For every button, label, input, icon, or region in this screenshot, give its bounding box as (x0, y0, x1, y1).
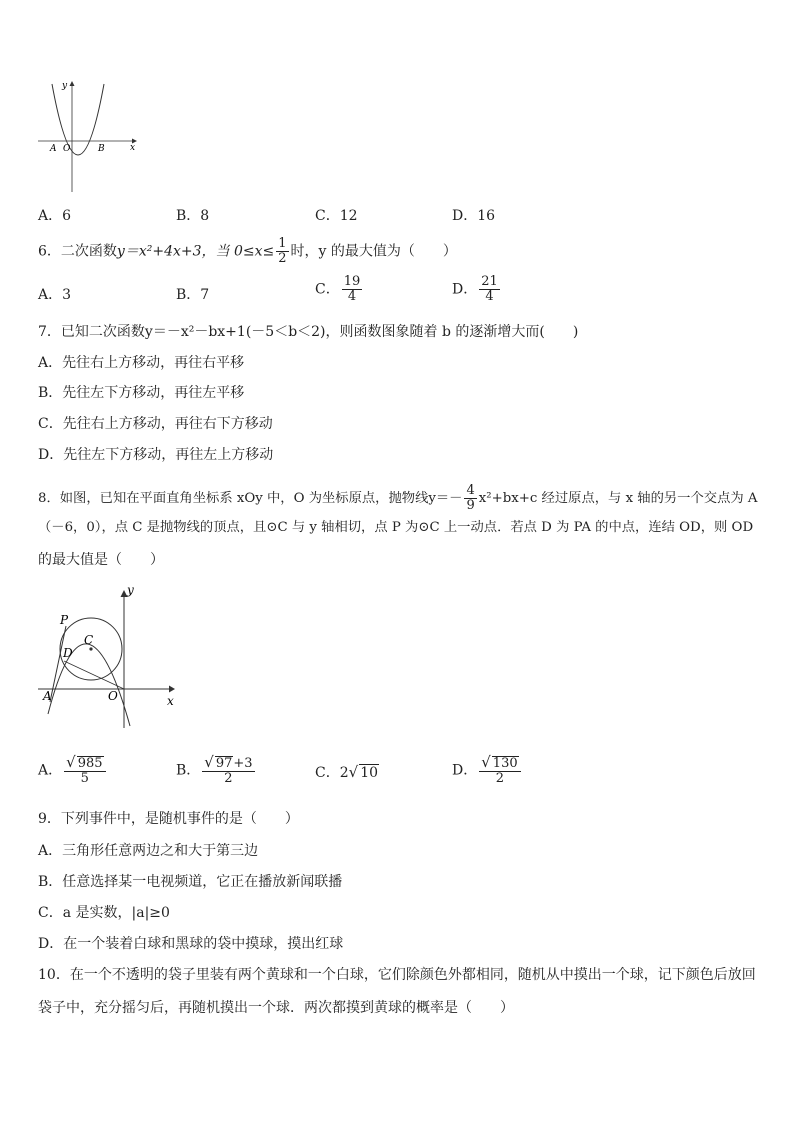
q5-option-b: B．8 (176, 208, 210, 224)
segment-od (64, 661, 124, 689)
q6-option-b: B．7 (176, 287, 210, 303)
q5-option-d: D．16 (452, 208, 496, 224)
q6-d-den: 4 (485, 289, 494, 304)
q8-frac-den: 9 (466, 498, 475, 513)
q8-b-radicand: 97 (215, 756, 233, 771)
q6-c-num: 19 (343, 274, 361, 289)
q8-option-d-label: D． (452, 762, 478, 779)
fig2-x-label: x (167, 694, 174, 708)
q6-stem (38, 237, 457, 266)
q6-frac-num: 1 (278, 236, 287, 251)
q8-c-radicand: 10 (360, 765, 379, 781)
q9-stem: 9．下列事件中，是随机事件的是（ ） (38, 811, 299, 827)
q8-option-c (315, 764, 379, 781)
q8-option-b (176, 755, 257, 786)
q6-stem-c: 时，y 的最大值为（ ） (290, 243, 457, 260)
q5-option-c: C．12 (315, 208, 358, 224)
q6-stem-fraction (276, 237, 288, 266)
q8-line1-a: 8．如图，已知在平面直角坐标系 xOy 中，O 为坐标原点，抛物线y＝－ (38, 491, 463, 506)
q8-stem-line1 (38, 484, 758, 513)
circle-parabola-figure (36, 578, 180, 730)
q8-d-num: √ 130 (479, 755, 520, 772)
q8-frac-num: 4 (466, 483, 475, 498)
y-axis-arrow (70, 81, 75, 86)
q7-option-b: B．先往左下方移动，再往左平移 (38, 385, 245, 401)
q6-stem-a: 6．二次函数 (38, 243, 117, 260)
point-a-label: A (50, 144, 57, 154)
q8-b-den: 2 (224, 771, 233, 786)
q8-option-a-label: A． (38, 762, 63, 779)
q6-frac-den: 2 (278, 251, 287, 266)
parabola-figure-1 (34, 78, 138, 196)
q8-option-b-label: B． (176, 762, 201, 779)
point-a-label-2: A (43, 689, 52, 703)
q8-option-d (452, 755, 523, 786)
q5-option-a: A．6 (38, 208, 72, 224)
q8-a-radicand: 985 (77, 756, 103, 771)
q6-c-den: 4 (347, 289, 357, 304)
q8-d-den: 2 (495, 771, 505, 786)
q6-option-a: A．3 (38, 287, 72, 303)
point-c-label: C (84, 633, 94, 647)
y-label: y (62, 81, 68, 91)
origin-label-2: O (108, 689, 118, 703)
q8-option-b-fraction (202, 755, 254, 786)
point-b-label: B (98, 144, 105, 154)
x-label: x (130, 143, 136, 153)
q8-a-den: 5 (80, 771, 89, 786)
vertex-point (89, 647, 92, 650)
q6-option-c-fraction (342, 275, 363, 304)
q8-line1-b: x²+bx+c 经过原点，与 x 轴的另一个交点为 A (478, 491, 758, 506)
point-d-label: D (63, 646, 73, 660)
q8-d-radicand: 130 (492, 756, 518, 771)
fig2-x-axis-arrow (169, 686, 175, 693)
q8-option-d-fraction (479, 755, 520, 786)
q8-stem-line2: （－6，0），点 C 是抛物线的顶点，且⊙C 与 y 轴相切，点 P 为⊙C 上一动点．若点 D 为 PA 的中点，连结 OD，则 OD (38, 520, 754, 535)
q8-option-a (38, 755, 108, 786)
q8-b-num: √ 97+3 (204, 753, 253, 771)
q9-option-a: A．三角形任意两边之和大于第三边 (38, 843, 259, 859)
q7-option-c: C．先往右上方移动，再往右下方移动 (38, 416, 273, 432)
q10-stem-line1: 10．在一个不透明的袋子里装有两个黄球和一个白球，它们除颜色外都相同，随机从中摸出一个球，记下颜色后放回 (38, 967, 756, 983)
parabola-curve-2 (48, 644, 130, 726)
q8-stem-fraction (464, 484, 476, 513)
q8-a-num: √ 985 (64, 755, 105, 772)
q8-c-radical: √ (348, 763, 359, 781)
q9-option-b: B．任意选择某一电视频道，它正在播放新闻联播 (38, 874, 343, 890)
q6-option-d-fraction (479, 275, 500, 304)
origin-label: O (63, 144, 71, 154)
fig2-y-label: y (127, 583, 134, 597)
q6-d-num: 21 (481, 274, 498, 289)
parabola-curve (52, 84, 104, 155)
q7-option-a: A．先往右上方移动，再往右平移 (38, 355, 245, 371)
q8-b-tail: +3 (233, 756, 253, 771)
q9-option-c: C．a 是实数，|a|≥0 (38, 905, 170, 921)
q6-option-c (315, 275, 364, 304)
q8-stem-line3: 的最大值是（ ） (38, 552, 164, 568)
q10-stem-line2: 袋子中，充分摇匀后，再随机摸出一个球．两次都摸到黄球的概率是（ ） (38, 1000, 514, 1016)
q6-option-d-label: D． (452, 281, 478, 298)
q8-option-a-fraction (64, 755, 105, 786)
q6-option-d (452, 275, 502, 304)
q6-option-c-label: C． (315, 281, 340, 298)
q9-option-d: D．在一个装着白球和黑球的袋中摸球，摸出红球 (38, 936, 344, 952)
q6-stem-b: y＝x²+4x+3，当 0≤x≤ (116, 243, 275, 260)
q7-option-d: D．先往左下方移动，再往左上方移动 (38, 447, 274, 463)
q8-option-c-label: C．2 (315, 765, 349, 781)
q7-stem: 7．已知二次函数y＝－x²－bx+1(－5＜b＜2)，则函数图象随着 b 的逐渐增大而( ) (38, 324, 579, 340)
point-p-label: P (60, 613, 69, 627)
